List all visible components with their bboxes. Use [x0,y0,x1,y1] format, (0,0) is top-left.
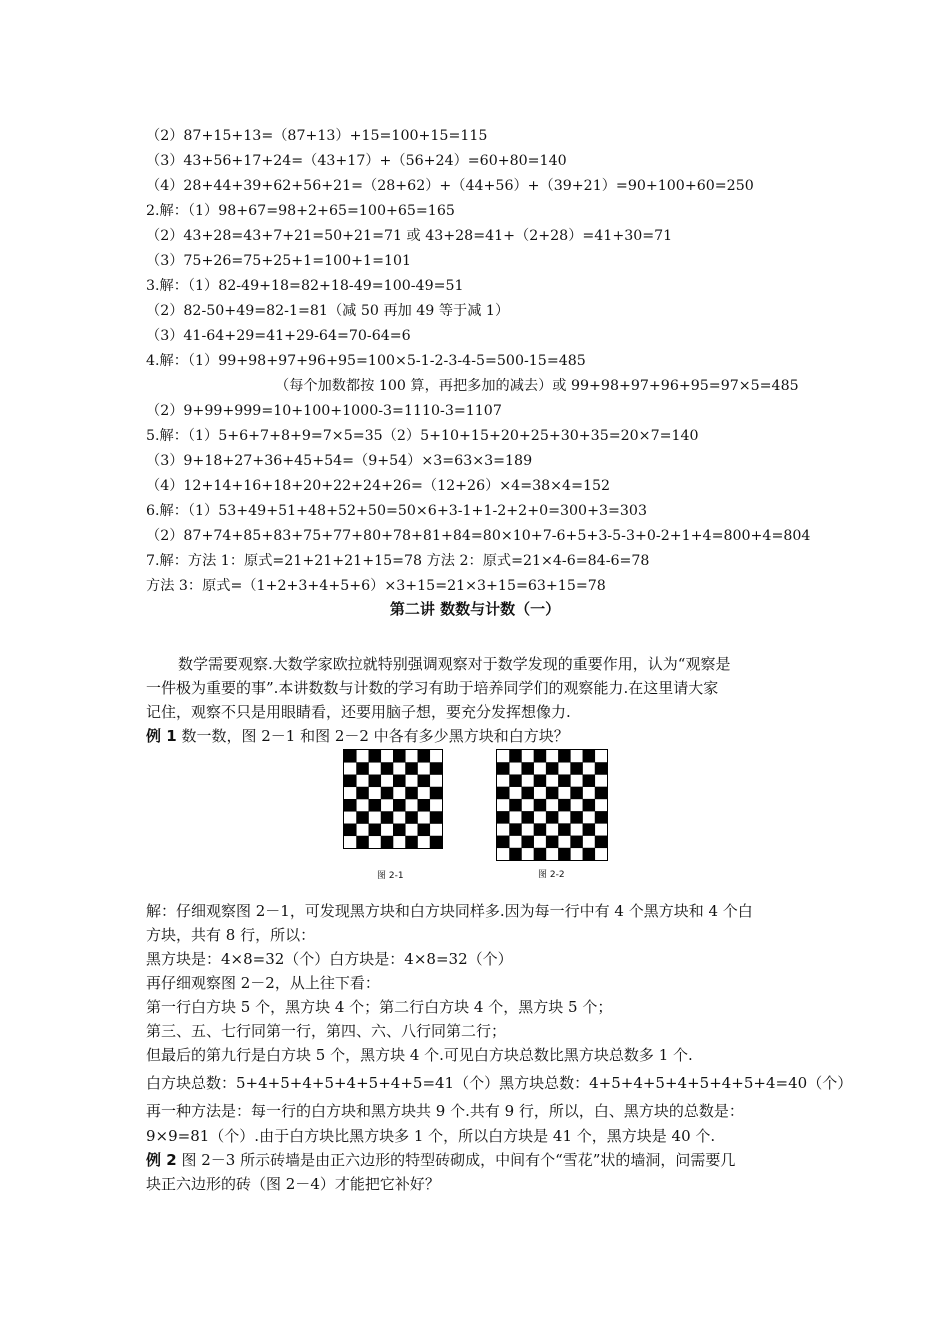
black-square [521,811,534,824]
black-square [558,799,571,812]
lecture-title: 第二讲 数数与计数（一） [389,600,561,618]
black-square [497,811,510,824]
black-square [418,799,431,812]
black-square [595,787,607,800]
example-2-label: 例 2 [146,1151,177,1169]
black-square [558,823,571,836]
black-square [356,787,369,800]
black-square [534,848,547,860]
answer-line: （2）87+74+85+83+75+77+80+78+81+84=80×10+7-6+5+3-5-3+0-2+1+4=800+4=804 [146,528,811,544]
intro-line: 数学需要观察.大数学家欧拉就特别强调观察对于数学发现的重要作用，认为“观察是 [178,655,731,673]
black-square [583,848,596,860]
black-square [546,836,559,849]
black-square [497,762,510,775]
black-square [558,774,571,787]
black-square [570,836,583,849]
figure-2-2-board [496,749,608,861]
black-square [430,762,442,775]
answer-line: 3.解：（1）82-49+18=82+18-49=100-49=51 [146,278,464,294]
answer-line: （3）43+56+17+24=（43+17）+（56+24）=60+80=140 [146,153,567,169]
solution-line: 再仔细观察图 2－2，从上往下看： [146,974,380,992]
black-square [393,750,406,763]
black-square [405,762,418,775]
answer-line: 2.解：（1）98+67=98+2+65=100+65=165 [146,203,455,219]
solution-line: 方块，共有 8 行，所以： [146,926,316,944]
black-square [595,811,607,824]
black-square [393,824,406,837]
example-1-label: 例 1 [146,727,177,745]
black-square [344,775,357,788]
black-square [534,774,547,787]
solution-line: 再一种方法是：每一行的白方块和黑方块共 9 个.共有 9 行，所以，白、黑方块的总数是： [146,1102,744,1120]
black-square [583,823,596,836]
solution-line: 第三、五、七行同第一行，第四、六、八行同第二行； [146,1022,507,1040]
black-square [546,811,559,824]
figure-2-1-caption: 图 2-1 [377,871,404,881]
checkerboard-2-2 [497,750,607,860]
black-square [381,762,394,775]
solution-line: 第一行白方块 5 个，黑方块 4 个；第二行白方块 4 个，黑方块 5 个； [146,998,613,1016]
example-2-text: 图 2－3 所示砖墙是由正六边形的特型砖砌成，中间有个“雪花”状的墙洞，问需要几 [176,1151,736,1169]
black-square [558,750,571,763]
example-1-question [146,724,569,748]
black-square [393,799,406,812]
answer-line: 方法 3：原式=（1+2+3+4+5+6）×3+15=21×3+15=63+15=78 [146,578,606,594]
answer-line: （2）43+28=43+7+21=50+21=71 或 43+28=41+（2+28）=41+30=71 [146,228,673,244]
answer-line: 5.解：（1）5+6+7+8+9=7×5=35（2）5+10+15+20+25+30+35=20×7=140 [146,428,699,444]
black-square [381,836,394,848]
black-square [546,762,559,775]
black-square [534,799,547,812]
black-square [521,762,534,775]
solution-line: 但最后的第九行是白方块 5 个，黑方块 4 个.可见白方块总数比黑方块总数多 1 个. [146,1046,693,1064]
black-square [405,811,418,824]
black-square [558,848,571,860]
black-square [509,823,522,836]
black-square [583,774,596,787]
black-square [356,811,369,824]
black-square [534,750,547,763]
black-square [595,836,607,849]
example-2-question [146,1148,735,1172]
black-square [344,750,357,763]
answer-line: 4.解：（1）99+98+97+96+95=100×5-1-2-3-4-5=500-15=485 [146,353,586,369]
solution-line: 白方块总数：5+4+5+4+5+4+5+4+5=41（个）黑方块总数：4+5+4+5+4+5+4+5+4=40（个） [146,1074,853,1092]
black-square [344,824,357,837]
black-square [369,799,382,812]
checkerboard-2-1 [344,750,442,848]
answer-line: （2）82-50+49=82-1=81（减 50 再加 49 等于减 1） [146,303,510,319]
black-square [344,799,357,812]
black-square [509,848,522,860]
black-square [418,775,431,788]
black-square [509,799,522,812]
answer-line: （每个加数都按 100 算，再把多加的减去）或 99+98+97+96+95=97×5=485 [275,378,799,394]
answer-line: （2）87+15+13=（87+13）+15=100+15=115 [146,128,488,144]
black-square [430,811,442,824]
black-square [393,775,406,788]
example-2-question-cont: 块正六边形的砖（图 2－4）才能把它补好？ [146,1175,440,1193]
black-square [570,811,583,824]
black-square [418,750,431,763]
black-square [405,787,418,800]
answer-line: （3）41-64+29=41+29-64=70-64=6 [146,328,411,344]
black-square [356,762,369,775]
black-square [546,787,559,800]
answer-line: （4）12+14+16+18+20+22+24+26=（12+26）×4=38×4=152 [146,478,611,494]
black-square [369,775,382,788]
black-square [369,824,382,837]
answer-line: （2）9+99+999=10+100+1000-3=1110-3=1107 [146,403,502,419]
figure-2-2-caption: 图 2-2 [538,870,565,880]
black-square [583,799,596,812]
black-square [595,762,607,775]
black-square [430,787,442,800]
black-square [521,836,534,849]
solution-line: 黑方块是：4×8=32（个）白方块是：4×8=32（个） [146,950,513,968]
black-square [369,750,382,763]
black-square [381,811,394,824]
solution-line: 解：仔细观察图 2－1，可发现黑方块和白方块同样多.因为每一行中有 4 个黑方块和 4 个白 [146,902,753,920]
black-square [570,787,583,800]
answer-line: 6.解：（1）53+49+51+48+52+50=50×6+3-1+1-2+2+0=300+3=303 [146,503,647,519]
black-square [497,787,510,800]
black-square [509,774,522,787]
answer-line: （3）75+26=75+25+1=100+1=101 [146,253,412,269]
example-1-text: 数一数，图 2－1 和图 2－2 中各有多少黑方块和白方块？ [176,727,569,745]
answer-line: （4）28+44+39+62+56+21=（28+62）+（44+56）+（39+21）=90+100+60=250 [146,178,754,194]
intro-line: 记住，观察不只是用眼睛看，还要用脑子想，要充分发挥想像力. [146,703,571,721]
figure-2-1-board [343,749,443,849]
black-square [497,836,510,849]
intro-line: 一件极为重要的事”.本讲数数与计数的学习有助于培养同学们的观察能力.在这里请大家 [146,679,719,697]
black-square [534,823,547,836]
black-square [381,787,394,800]
black-square [521,787,534,800]
black-square [356,836,369,848]
black-square [405,836,418,848]
black-square [509,750,522,763]
black-square [418,824,431,837]
black-square [583,750,596,763]
answer-line: （3）9+18+27+36+45+54=（9+54）×3=63×3=189 [146,453,533,469]
solution-line: 9×9=81（个）.由于白方块比黑方块多 1 个，所以白方块是 41 个，黑方块是 40 个. [146,1127,716,1145]
black-square [430,836,442,848]
answer-line: 7.解：方法 1：原式=21+21+21+15=78 方法 2：原式=21×4-6=84-6=78 [146,553,650,569]
black-square [570,762,583,775]
